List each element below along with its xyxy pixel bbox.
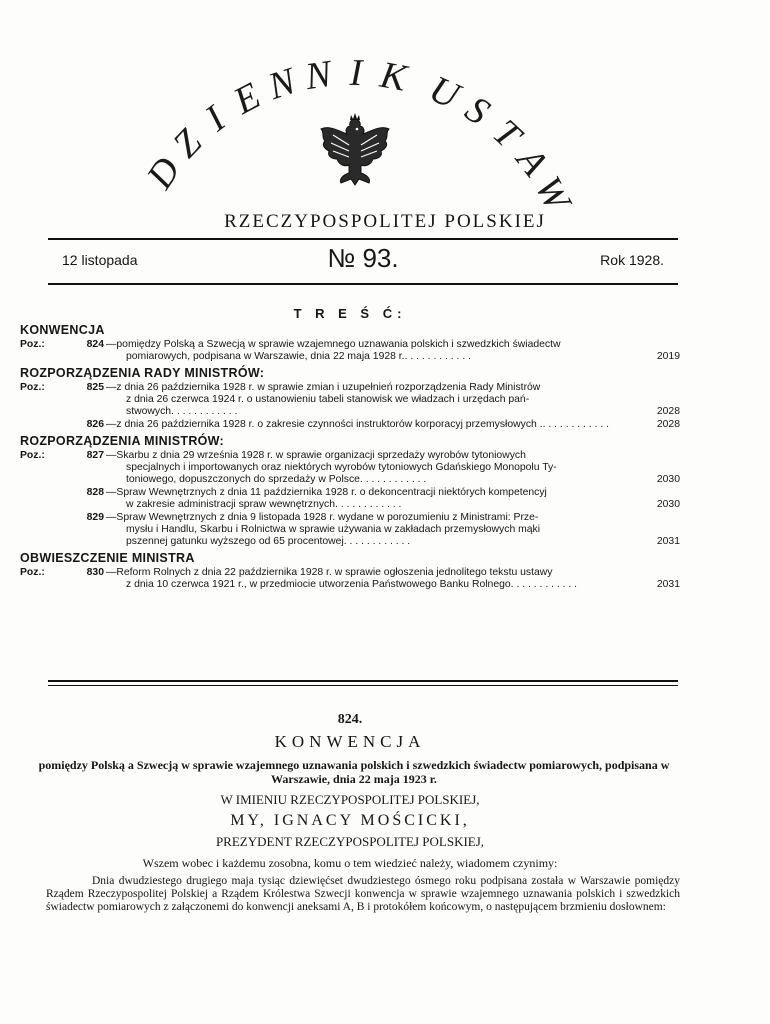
toc-section-heading: OBWIESZCZENIE MINISTRA <box>20 551 195 565</box>
document-body <box>20 712 680 914</box>
toc-entry-number: 828 <box>86 487 104 498</box>
toc-poz-label: Poz.: <box>20 567 45 578</box>
masthead-subtitle: RZECZYPOSPOLITEJ POLSKIEJ <box>224 211 546 232</box>
issue-number: № 93. <box>327 243 399 273</box>
document-number: 824. <box>337 712 363 727</box>
in-name-line: W IMIENIU RZECZYPOSPOLITEJ POLSKIEJ, <box>220 792 480 807</box>
toc-entry-text <box>104 567 640 591</box>
toc-entry-text <box>104 382 640 418</box>
toc-entry-line: pszennej gatunku wyższego od 65 procentowej. . . . . . . . . . . . <box>126 536 411 547</box>
toc-leader-dots: . . . . . . . . . . . . <box>542 419 610 430</box>
issue-year: Rok 1928. <box>600 252 664 268</box>
toc-entry-line: z dnia 26 czerwca 1924 r. o ustanowieniu tabeli stanowisk we władzach i urzędach pań- <box>126 394 530 405</box>
toc-entry-line: —z dnia 26 października 1928 r. w sprawie zmian i uzupełnień rozporządzenia Rady Ministrów <box>106 382 541 393</box>
masthead-letter: W <box>526 169 579 218</box>
toc-title: T R E Ś Ć: <box>293 306 407 321</box>
toc-entry <box>20 339 680 363</box>
toc-entry-line: —z dnia 26 października 1928 r. o zakresie czynności instruktorów korporacyj przemysłowych .. . . . . . . . . . . . <box>106 419 610 430</box>
toc-poz-label: Poz.: <box>20 339 45 350</box>
masthead-letter: I <box>349 51 363 95</box>
toc-entry-text <box>104 512 640 548</box>
proclamation: Wszem wobec i każdemu zosobna, komu o tem wiedzieć należy, wiadomem czynimy: <box>142 856 558 870</box>
header-rule-bottom <box>48 283 678 285</box>
header-rule-top <box>48 238 678 240</box>
toc-page-number: 2028 <box>656 406 680 417</box>
toc-section-heading: ROZPORZĄDZENIA MINISTRÓW: <box>20 434 225 448</box>
toc-poz-label: Poz.: <box>20 450 45 461</box>
masthead-letter: E <box>227 74 268 123</box>
toc-entry-line: —Spraw Wewnętrznych z dnia 11 października 1928 r. o dekoncentracji niektórych kompetencyj <box>106 487 547 498</box>
toc-entry-text <box>104 487 640 511</box>
toc-page-number: 2031 <box>656 536 680 547</box>
toc-entry <box>20 450 680 486</box>
toc-poz-label <box>20 487 74 511</box>
toc-poz-label: Poz.: <box>20 382 45 393</box>
toc-poz-label <box>20 419 74 431</box>
toc-leader-dots: . . . . . . . . . . . . <box>510 579 578 590</box>
masthead <box>0 0 770 218</box>
masthead-graphic <box>0 0 770 218</box>
toc-leader-dots: . . . . . . . . . . . . <box>359 474 427 485</box>
toc-sections <box>20 324 680 591</box>
president-title: PREZYDENT RZECZYPOSPOLITEJ POLSKIEJ, <box>215 834 485 849</box>
toc-entry-line: stwowych. . . . . . . . . . . . <box>126 406 238 417</box>
toc-leader-dots: . . . . . . . . . . . . <box>171 406 238 417</box>
toc-leader-dots: . . . . . . . . . . . . <box>404 351 471 362</box>
toc-entry-line: mysłu i Handlu, Skarbu i Rolnictwa w sprawie używania w zakładach przemysłowych mąki <box>126 524 541 535</box>
toc-entry <box>20 567 680 591</box>
toc-entry-line: —Spraw Wewnętrznych z dnia 9 listopada 1928 r. wydane w porozumieniu z Ministrami: Prze- <box>106 512 539 523</box>
body-paragraph: Dnia dwudziestego drugiego maja tysiąc dziewięćset dwudziestego ósmego roku podpisana została w Warszawie pomiędzy Rządem Rzeczypospolitej Polskiej a Rządem Królestwa Szwecji konwencja w sprawie wzajemnego uznawania polskich i szwedzkich świadectw pomiarowych z załączonemi do konwencji aneksami A, B i protokółem końcowym, o następującem brzmieniu dosłownem: <box>46 875 680 913</box>
toc-entry-line: specjalnych i importowanych oraz niektórych wyrobów tytoniowych Gdańskiego Monopolu Ty- <box>126 462 557 473</box>
toc-page-number: 2028 <box>656 419 680 430</box>
masthead-letter: A <box>508 139 556 184</box>
toc-entry-number: 824 <box>86 339 104 350</box>
toc-entry <box>20 487 680 511</box>
masthead-letter: N <box>302 52 335 99</box>
toc-entry-line: —Reform Rolnych z dnia 22 października 1928 r. w sprawie ogłoszenia jednolitego tekstu ustawy <box>106 567 553 578</box>
toc-page-number: 2030 <box>656 474 680 485</box>
toc-entry-line: toniowego, dopuszczonych do sprzedaży w Polsce. . . . . . . . . . . . <box>126 474 427 485</box>
issue-line <box>48 243 678 277</box>
toc-entry-text <box>104 339 640 363</box>
masthead-letter: N <box>263 60 301 108</box>
toc-page-number: 2030 <box>656 499 680 510</box>
toc-poz-label <box>20 512 74 548</box>
table-of-contents <box>20 308 680 592</box>
toc-section-heading: KONWENCJA <box>20 323 105 337</box>
toc-entry-line: w zakresie administracji spraw wewnętrznych. . . . . . . . . . . . <box>126 499 402 510</box>
document-subtitle: pomiędzy Polską a Szwecją w sprawie wzajemnego uznawania polskich i szwedzkich świadectw pomiarowych, podpisana w Warszawie, dnia 22 maja 1923 r. <box>38 758 670 786</box>
masthead-letter: Z <box>164 121 210 166</box>
toc-leader-dots: . . . . . . . . . . . . <box>343 536 411 547</box>
toc-entry-text <box>104 419 640 431</box>
toc-entry-line: —Skarbu z dnia 29 września 1928 r. w sprawie organizacji sprzedaży wyrobów tytoniowych <box>106 450 526 461</box>
content-rule-2 <box>48 685 678 686</box>
toc-entry <box>20 512 680 548</box>
masthead-letter: I <box>197 98 234 140</box>
toc-entry-line: —pomiędzy Polską a Szwecją w sprawie wzajemnego uznawania polskich i szwedzkich świadectw <box>106 339 561 350</box>
content-rule-1 <box>48 680 678 682</box>
masthead-letter: T <box>484 111 529 157</box>
toc-entry <box>20 382 680 418</box>
toc-entry-line: z dnia 10 czerwca 1921 r., w przedmiocie utworzenia Państwowego Banku Rolnego. . . . . . . . . . . . <box>126 579 578 590</box>
toc-entry-number: 826 <box>86 419 104 430</box>
toc-entry <box>20 419 680 431</box>
toc-entry-number: 825 <box>86 382 104 393</box>
toc-entry-number: 829 <box>86 512 104 523</box>
toc-section-heading: ROZPORZĄDZENIA RADY MINISTRÓW: <box>20 366 265 380</box>
masthead-letter: D <box>138 149 189 197</box>
polish-eagle-emblem-icon <box>321 113 389 185</box>
issue-date: 12 listopada <box>62 252 138 268</box>
president-name: MY, IGNACY MOŚCICKI, <box>230 812 470 829</box>
masthead-letter: U <box>423 67 466 118</box>
toc-entry-text <box>104 450 640 486</box>
toc-entry-number: 827 <box>86 450 104 461</box>
toc-page-number: 2031 <box>656 579 680 590</box>
document-heading: KONWENCJA <box>274 732 426 751</box>
toc-page-number: 2019 <box>656 351 680 362</box>
toc-leader-dots: . . . . . . . . . . . . <box>335 499 402 510</box>
toc-entry-number: 830 <box>86 567 104 578</box>
toc-entry-line: pomiarowych, podpisana w Warszawie, dnia 22 maja 1928 r.. . . . . . . . . . . . <box>126 351 471 362</box>
masthead-letter: K <box>377 53 410 100</box>
masthead-letter: S <box>457 87 497 134</box>
